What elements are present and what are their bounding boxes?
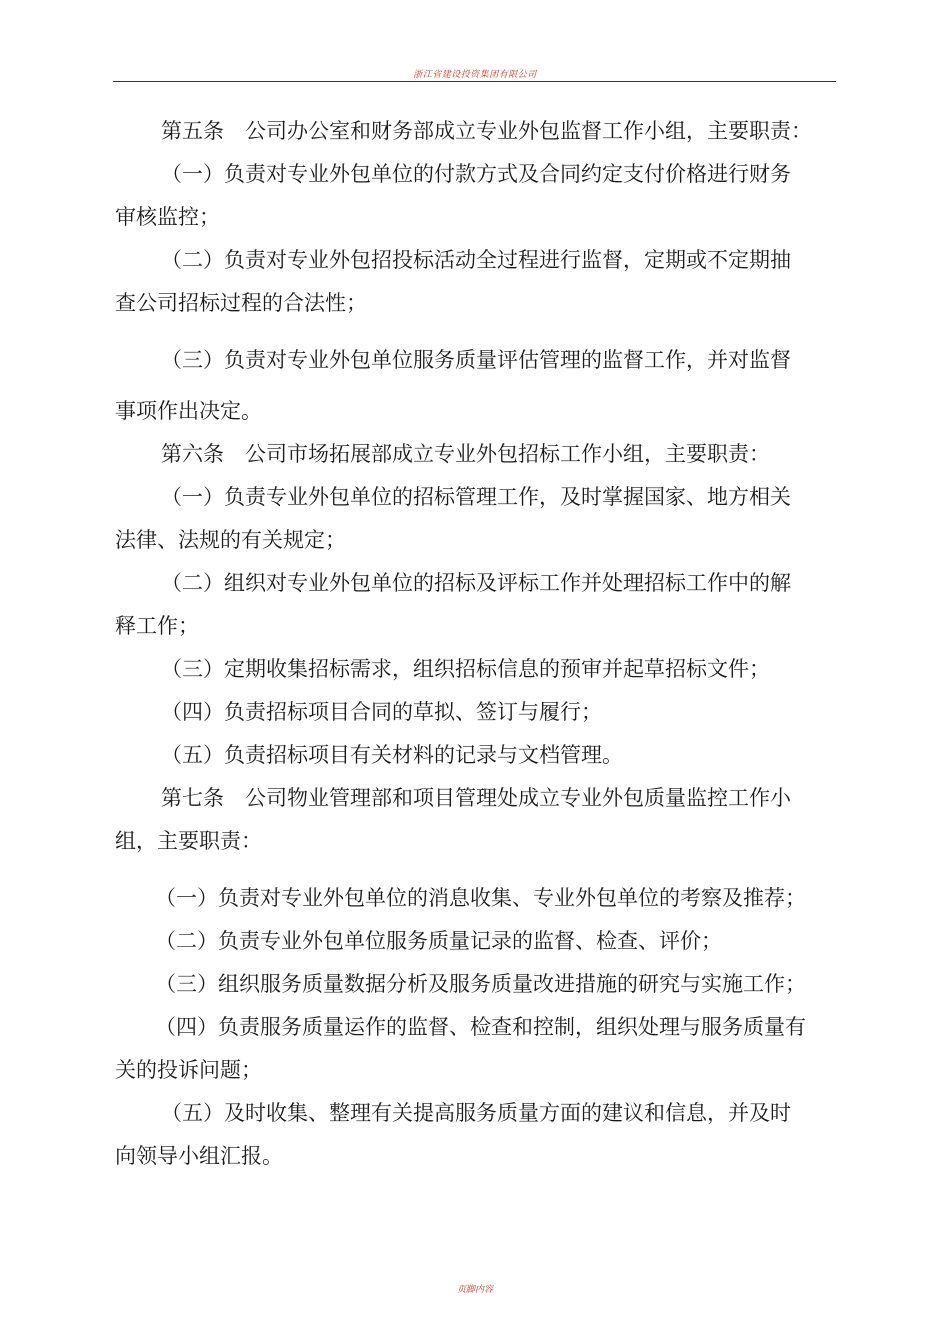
article-6-item-5: （五）负责招标项目有关材料的记录与文档管理。 (161, 743, 623, 767)
article-5-item-1: （一）负责对专业外包单位的付款方式及合同约定支付价格进行财务 (161, 162, 791, 186)
article-6-item-1: （一）负责专业外包单位的招标管理工作，及时掌握国家、地方相关 (161, 485, 791, 509)
article-5-heading: 第五条 公司办公室和财务部成立专业外包监督工作小组，主要职责： (161, 119, 812, 143)
article-7-item-4: （四）负责服务质量运作的监督、检查和控制，组织处理与服务质量有 (155, 1015, 806, 1039)
page-footer: 页脚内容 (456, 1285, 493, 1295)
document-body (115, 110, 835, 1178)
article-5-item-3-cont: 事项作出决定。 (115, 399, 262, 423)
article-7-item-4-cont: 关的投诉问题； (115, 1058, 262, 1082)
article-5-item-2: （二）负责对专业外包招投标活动全过程进行监督，定期或不定期抽 (161, 248, 791, 272)
article-7-item-1: （一）负责对专业外包单位的消息收集、专业外包单位的考察及推荐； (155, 886, 806, 910)
article-7-item-5: （五）及时收集、整理有关提高服务质量方面的建议和信息，并及时 (161, 1101, 791, 1125)
header-divider (113, 81, 836, 82)
article-5-item-1-cont: 审核监控； (115, 205, 220, 229)
article-6-item-1-cont: 法律、法规的有关规定； (115, 528, 346, 552)
article-6-item-3: （三）定期收集招标需求，组织招标信息的预审并起草招标文件； (161, 657, 770, 681)
article-5-item-2-cont: 查公司招标过程的合法性； (115, 291, 367, 315)
article-6-item-2: （二）组织对专业外包单位的招标及评标工作并处理招标工作中的解 (161, 571, 791, 595)
page-header: 浙江省建设投资集团有限公司 (413, 70, 537, 80)
article-7-heading-cont: 组，主要职责： (115, 829, 262, 853)
article-7-item-2: （二）负责专业外包单位服务质量记录的监督、检查、评价； (155, 929, 722, 953)
article-6-item-4: （四）负责招标项目合同的草拟、签订与履行； (161, 700, 602, 724)
article-7-heading: 第七条 公司物业管理部和项目管理处成立专业外包质量监控工作小 (161, 786, 791, 810)
article-7-item-5-cont: 向领导小组汇报。 (115, 1144, 283, 1168)
article-6-item-2-cont: 释工作； (115, 614, 199, 638)
article-5-item-3: （三）负责对专业外包单位服务质量评估管理的监督工作，并对监督 (161, 348, 791, 372)
article-7-item-3: （三）组织服务质量数据分析及服务质量改进措施的研究与实施工作； (155, 972, 806, 996)
article-6-heading: 第六条 公司市场拓展部成立专业外包招标工作小组，主要职责： (161, 442, 770, 466)
